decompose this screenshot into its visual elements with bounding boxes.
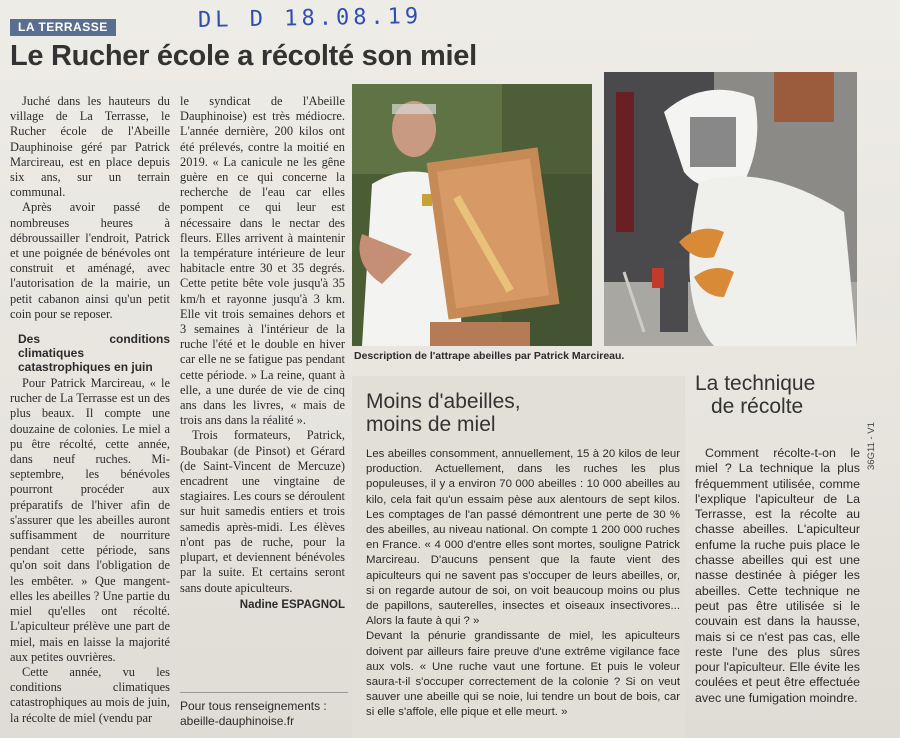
technique-title (695, 372, 815, 418)
edition-code: 36G11 - V1 (866, 422, 877, 470)
photo-illustration (352, 84, 592, 346)
paragraph: Après avoir passé de nombreuses heures à débroussailler l'endroit, Patrick et une poignée de bénévoles ont construit et aménagé, avec l'autorisation de la mairie, un petit cabanon ainsi qu'un petit coin pour se reposer. (10, 200, 170, 321)
paragraph: Cette année, vu les conditions climatiques catastrophiques au mois de juin, la récolte de miel (vendu par (10, 664, 170, 725)
paragraph: Devant la pénurie grandissante de miel, les apiculteurs doivent par ailleurs faire preuve d'une extrême vigilance face aux vols. « Une ruche vaut une fortune. Et puis le voleur saura-t-il s'occuper correctement de la colonie ? Si on veut sauver une abeille qui se noie, lui tendre un bout de bois, car si elle s'affole, elle pique et elle meurt. » (366, 630, 680, 719)
box-title-line: moins de miel (366, 413, 496, 436)
paragraph: Les abeilles consomment, annuellement, 15 à 20 kilos de leur production. Actuellement, dans les ruches les plus populeuses, il y a environ 70 000 abeilles : 10 000 abeilles au kilo, cela fait qu'un essaim pèse aux alentours de sept kilos. Les comptages de l'an passé démontrent une perte de 30 % des abeilles, au niveau national. On compte 1 200 000 ruches en France. « 4 000 d'entre elles sont mortes, souligne Patrick Marcireau. D'aucuns pensent que la faute vient des apiculteurs qui ne savent pas s'occuper de leurs abeilles, or, si on regarde autour de soi, on voit beaucoup moins ou plus de papillons, sauterelles, insectes et oiseaux insectivores... Alors la faute à qui ? » (366, 448, 680, 628)
section-kicker: LA TERRASSE (10, 19, 116, 36)
article-column-2 (180, 94, 345, 613)
beekeeper-holding-frame-photo (352, 84, 592, 346)
author-signature: Nadine ESPAGNOL (239, 598, 345, 611)
box-title-line: Moins d'abeilles, (366, 390, 521, 413)
photo-illustration (604, 72, 857, 346)
beekeeper-smoker-photo (604, 72, 857, 346)
paragraph: Pour Patrick Marcireau, « le rucher de La Terrasse est un des plus beaux. Il compte une douzaine de colonies. Le miel a pu être récolté, cette année, dans neuf ruches. Mi-septembre, les bénévoles pourront procéder aux préparatifs de l'hiver afin de s'assurer que les abeilles auront suffisamment de nourriture pendant cette période, sans qu'on soit dans l'obligation de les embêter. » Que mangent-elles les abeilles ? Une partie du miel qu'elles ont récolté. L'apiculteur prélève une part de miel, mais en laisse la majorité aux petites ouvrières. (10, 376, 170, 664)
info-box: Pour tous renseignements : abeille-dauphinoise.fr (180, 692, 348, 729)
paragraph: Juché dans les hauteurs du village de La Terrasse, le Rucher école de l'Abeille Dauphinoise géré par Patrick Marcireau, est en place depuis six ans, sur un terrain communal. (10, 94, 170, 200)
article-headline: Le Rucher école a récolté son miel (10, 40, 477, 72)
technique-column (695, 446, 860, 706)
technique-title-line: La technique (695, 372, 816, 395)
paragraph: Trois formateurs, Patrick, Boubakar (de Pinsot) et Gérard (de Saint-Vincent de Mercuze) encadrent une vingtaine de stagiaires. Les cours se déroulent sur huit samedis entiers et trois samedis après-midi. Les élèves n'ont pas de ruche, pour la plupart, et deviennent bénévoles par la suite. Et certains seront sans doute apiculteurs. (180, 428, 345, 595)
technique-title-line: de récolte (711, 395, 804, 418)
paragraph: Comment récolte-t-on le miel ? La technique la plus fréquemment utilisée, comme l'explique l'apiculteur de La Terrasse, est la récolte au chasse abeilles. L'apiculteur enfume la ruche puis place le chasse abeilles qui est une nasse destinée à piéger les abeilles. Cette technique ne peut pas être utilisée si le couvain est dans la hausse, mais si ce n'est pas cas, elle reste l'une des plus sûres pour l'apiculteur. Elle évite les coulées et peut être effectuée avec une fumigation moindre. (695, 446, 860, 705)
article-column-1 (10, 94, 170, 726)
photo-caption: Description de l'attrape abeilles par Patrick Marcireau. (354, 350, 625, 362)
handwritten-date-note: DL D 18.08.19 (197, 4, 423, 33)
paragraph: le syndicat de l'Abeille Dauphinoise) est très médiocre. L'année dernière, 200 kilos ont été prélevés, contre la moitié en 2019. « La canicule ne les gêne guère en ce qui concerne la recherche de l'eau car elles pompent ce qui leur est nécessaire dans le nectar des fleurs. Elles arrivent à maintenir la température intérieure de leur habitacle entre 30 et 35 degrés. Cette petite bête vole jusqu'à 35 km/h et rayonne jusqu'à 3 km. Elle vit trois semaines dehors et 3 semaines à l'intérieur de la ruche l'été et le double en hiver car elle ne se fatigue pas pendant cette période. » La reine, quant à elle, a une durée de vie de cinq ans dans les livres, « mais de trois ans dans la réalité ». (180, 94, 345, 428)
box-title (366, 390, 521, 436)
article-subheading: Des conditions climatiques catastrophiques en juin (18, 332, 170, 375)
box-text (366, 447, 680, 721)
